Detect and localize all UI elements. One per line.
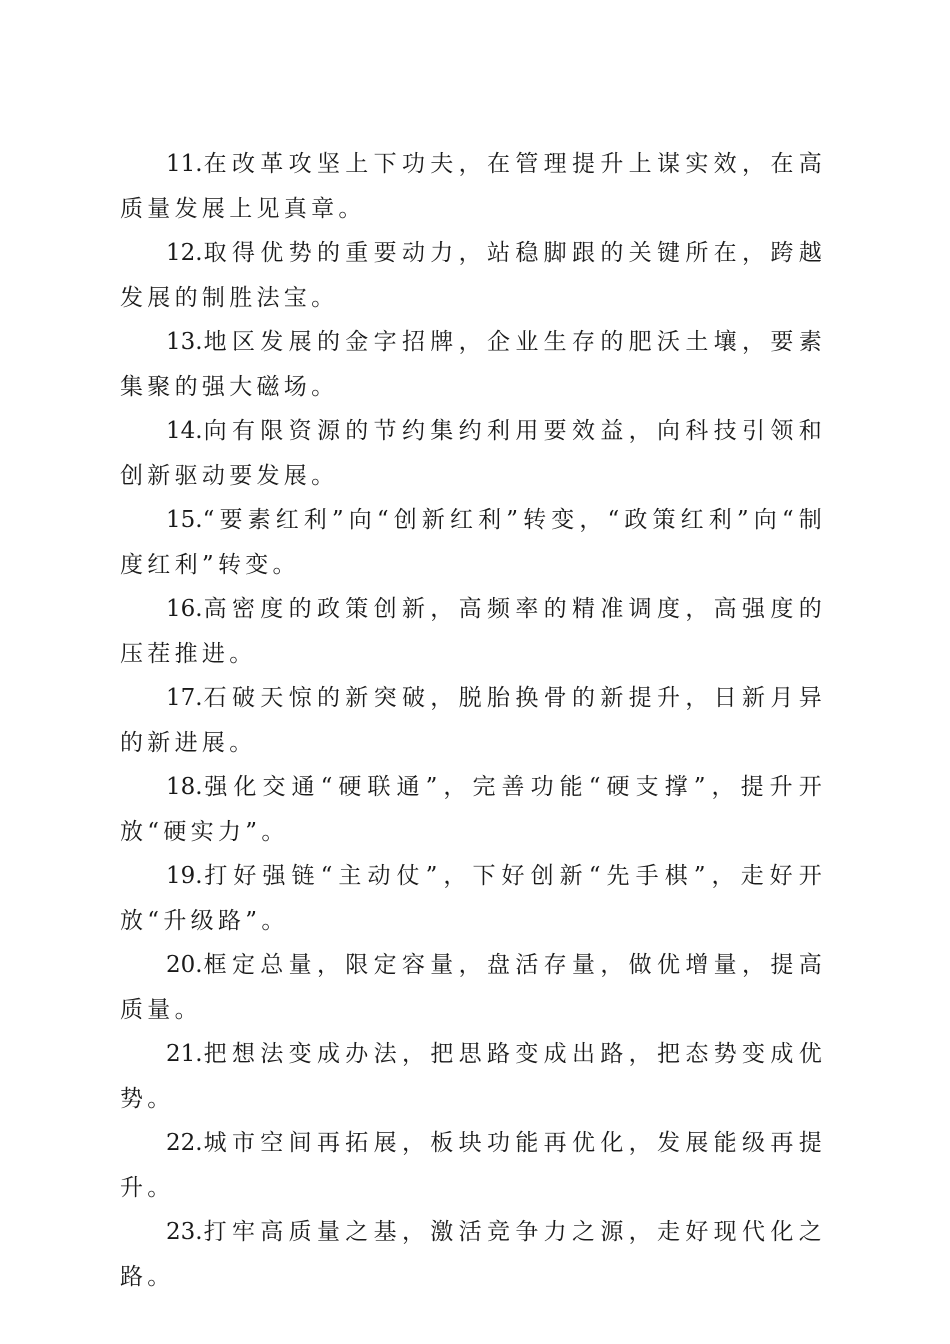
list-item bbox=[120, 320, 826, 409]
list-item bbox=[120, 1121, 826, 1210]
list-item bbox=[120, 142, 826, 231]
item-number: 18. bbox=[166, 774, 203, 800]
list-item bbox=[120, 587, 826, 676]
item-number: 20. bbox=[166, 952, 203, 978]
item-number: 17. bbox=[166, 685, 203, 711]
item-number: 11. bbox=[166, 151, 203, 177]
item-text: 高密度的政策创新，高频率的精准调度，高强度的压茬推进。 bbox=[120, 596, 826, 667]
list-item bbox=[120, 1032, 826, 1121]
item-text: 强化交通“硬联通”，完善功能“硬支撑”，提升开放“硬实力”。 bbox=[120, 774, 826, 845]
item-text: 打牢高质量之基，激活竞争力之源，走好现代化之路。 bbox=[120, 1219, 826, 1290]
item-number: 14. bbox=[166, 418, 203, 444]
item-number: 22. bbox=[166, 1130, 203, 1156]
list-item bbox=[120, 498, 826, 587]
list-item bbox=[120, 943, 826, 1032]
item-number: 19. bbox=[166, 863, 203, 889]
list-item bbox=[120, 231, 826, 320]
list-item bbox=[120, 1210, 826, 1299]
item-text: 石破天惊的新突破，脱胎换骨的新提升，日新月异的新进展。 bbox=[120, 685, 826, 756]
item-text: 地区发展的金字招牌，企业生存的肥沃土壤，要素集聚的强大磁场。 bbox=[120, 329, 826, 400]
item-text: 取得优势的重要动力，站稳脚跟的关键所在，跨越发展的制胜法宝。 bbox=[120, 240, 826, 311]
item-number: 21. bbox=[166, 1041, 203, 1067]
item-text: “要素红利”向“创新红利”转变，“政策红利”向“制度红利”转变。 bbox=[120, 507, 826, 578]
document-body bbox=[120, 142, 826, 1299]
item-number: 12. bbox=[166, 240, 203, 266]
item-text: 在改革攻坚上下功夫，在管理提升上谋实效，在高质量发展上见真章。 bbox=[120, 151, 826, 222]
item-text: 把想法变成办法，把思路变成出路，把态势变成优势。 bbox=[120, 1041, 826, 1112]
item-number: 15. bbox=[166, 507, 203, 533]
list-item bbox=[120, 765, 826, 854]
item-text: 框定总量，限定容量，盘活存量，做优增量，提高质量。 bbox=[120, 952, 826, 1023]
item-text: 打好强链“主动仗”，下好创新“先手棋”，走好开放“升级路”。 bbox=[120, 863, 826, 934]
list-item bbox=[120, 676, 826, 765]
item-number: 13. bbox=[166, 329, 203, 355]
item-text: 城市空间再拓展，板块功能再优化，发展能级再提升。 bbox=[120, 1130, 826, 1201]
item-number: 23. bbox=[166, 1219, 203, 1245]
item-number: 16. bbox=[166, 596, 203, 622]
list-item bbox=[120, 854, 826, 943]
item-text: 向有限资源的节约集约利用要效益，向科技引领和创新驱动要发展。 bbox=[120, 418, 826, 489]
list-item bbox=[120, 409, 826, 498]
